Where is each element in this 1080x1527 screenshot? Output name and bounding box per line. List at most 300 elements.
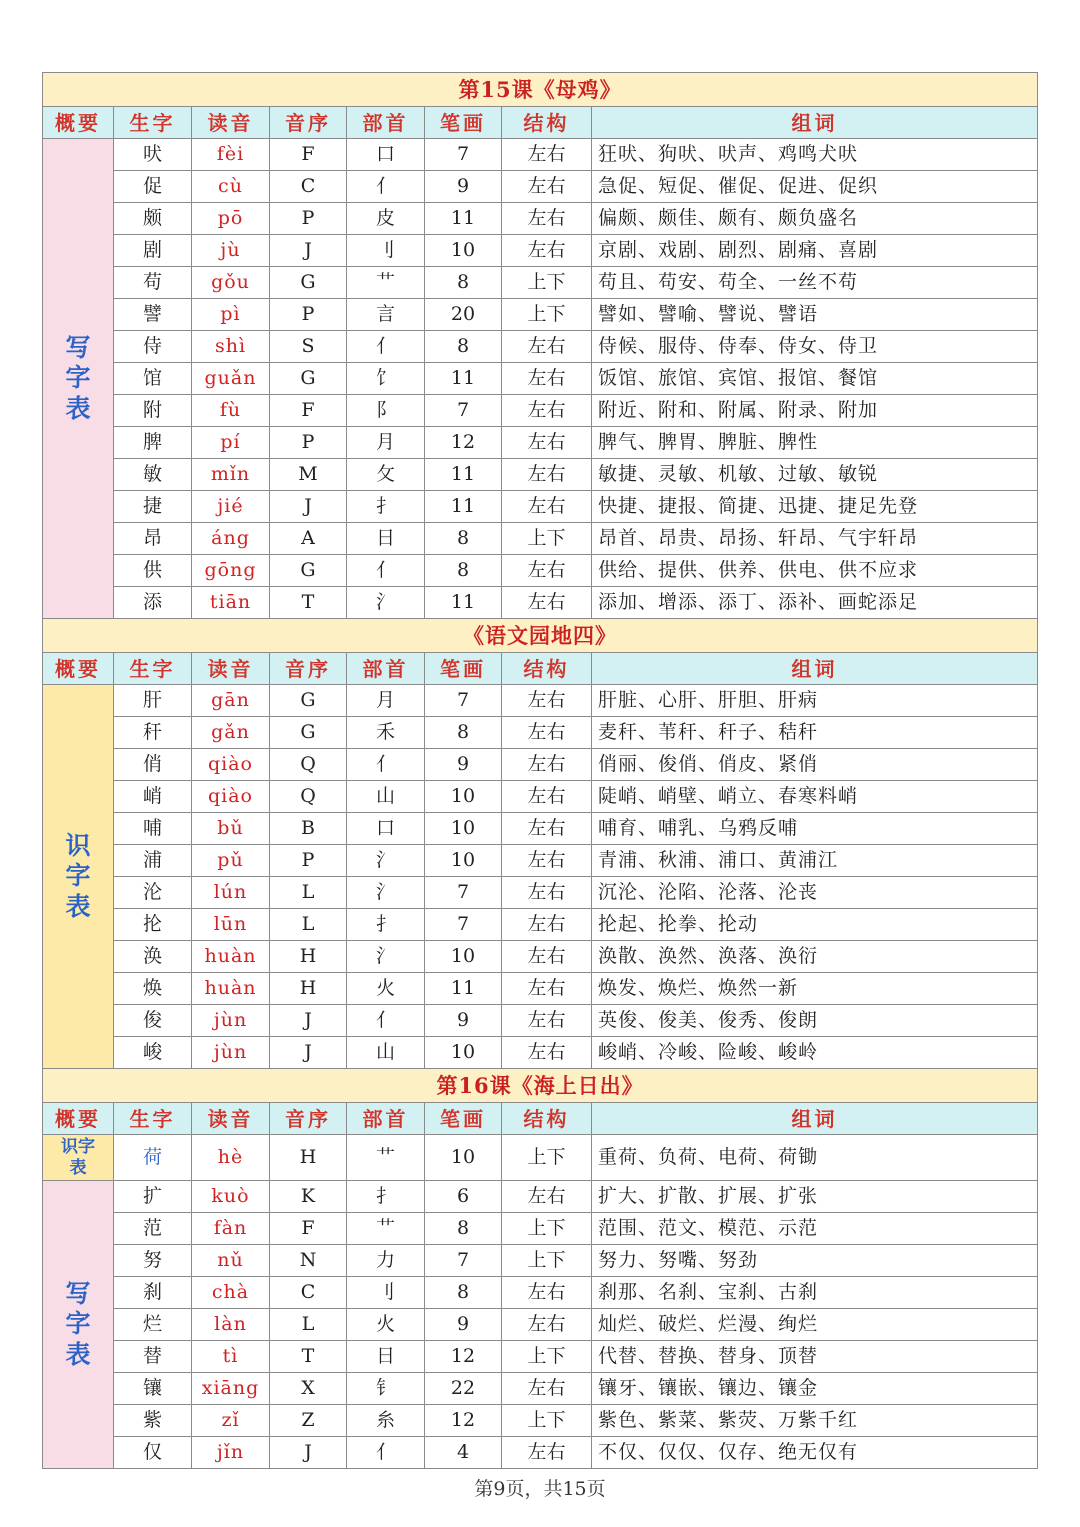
character-cell: 哺 — [114, 813, 192, 845]
character-cell: 替 — [114, 1341, 192, 1373]
table-row — [43, 781, 1038, 813]
initial-cell: Q — [270, 781, 347, 813]
words-cell: 譬如、譬喻、譬说、譬语 — [592, 299, 1038, 331]
table-row — [43, 171, 1038, 203]
structure-cell: 左右 — [502, 235, 592, 267]
structure-cell: 左右 — [502, 395, 592, 427]
pinyin-cell: jié — [192, 491, 270, 523]
structure-cell: 左右 — [502, 1437, 592, 1469]
strokes-cell: 11 — [425, 203, 502, 235]
strokes-cell: 10 — [425, 941, 502, 973]
pinyin-cell: huàn — [192, 973, 270, 1005]
radical-cell: 糸 — [347, 1405, 425, 1437]
column-header: 生字 — [114, 107, 192, 139]
character-cell: 峭 — [114, 781, 192, 813]
strokes-cell: 22 — [425, 1373, 502, 1405]
structure-cell: 左右 — [502, 941, 592, 973]
strokes-cell: 11 — [425, 973, 502, 1005]
structure-cell: 左右 — [502, 203, 592, 235]
strokes-cell: 12 — [425, 427, 502, 459]
words-cell: 脾气、脾胃、脾脏、脾性 — [592, 427, 1038, 459]
strokes-cell: 8 — [425, 717, 502, 749]
strokes-cell: 10 — [425, 235, 502, 267]
radical-cell: 艹 — [347, 267, 425, 299]
words-cell: 饭馆、旅馆、宾馆、报馆、餐馆 — [592, 363, 1038, 395]
table-row — [43, 1245, 1038, 1277]
radical-cell: 口 — [347, 139, 425, 171]
structure-cell: 左右 — [502, 1005, 592, 1037]
structure-cell: 左右 — [502, 1373, 592, 1405]
character-cell: 捷 — [114, 491, 192, 523]
strokes-cell: 9 — [425, 749, 502, 781]
pinyin-cell: shì — [192, 331, 270, 363]
category-label: 识字表 — [61, 1137, 95, 1178]
structure-cell: 左右 — [502, 781, 592, 813]
radical-cell: 刂 — [347, 235, 425, 267]
table-row — [43, 685, 1038, 717]
words-cell: 灿烂、破烂、烂漫、绚烂 — [592, 1309, 1038, 1341]
words-cell: 哺育、哺乳、乌鸦反哺 — [592, 813, 1038, 845]
pinyin-cell: áng — [192, 523, 270, 555]
table-row — [43, 1213, 1038, 1245]
structure-cell: 上下 — [502, 299, 592, 331]
radical-cell: 日 — [347, 523, 425, 555]
radical-cell: 艹 — [347, 1213, 425, 1245]
radical-cell: 钅 — [347, 1373, 425, 1405]
words-cell: 狂吠、狗吠、吠声、鸡鸣犬吠 — [592, 139, 1038, 171]
structure-cell: 上下 — [502, 1135, 592, 1181]
structure-cell: 左右 — [502, 909, 592, 941]
character-cell: 敏 — [114, 459, 192, 491]
strokes-cell: 7 — [425, 395, 502, 427]
character-cell: 努 — [114, 1245, 192, 1277]
pinyin-cell: pǔ — [192, 845, 270, 877]
table-row — [43, 845, 1038, 877]
initial-cell: B — [270, 813, 347, 845]
words-cell: 昂首、昂贵、昂扬、轩昂、气宇轩昂 — [592, 523, 1038, 555]
initial-cell: L — [270, 877, 347, 909]
section-title-row — [43, 73, 1038, 107]
table-row — [43, 1037, 1038, 1069]
structure-cell: 左右 — [502, 555, 592, 587]
pinyin-cell: gǒu — [192, 267, 270, 299]
words-cell: 重荷、负荷、电荷、荷锄 — [592, 1135, 1038, 1181]
initial-cell: J — [270, 1437, 347, 1469]
initial-cell: T — [270, 587, 347, 619]
structure-cell: 左右 — [502, 1037, 592, 1069]
strokes-cell: 11 — [425, 587, 502, 619]
character-cell: 紫 — [114, 1405, 192, 1437]
structure-cell: 左右 — [502, 587, 592, 619]
radical-cell: 扌 — [347, 1181, 425, 1213]
initial-cell: H — [270, 941, 347, 973]
strokes-cell: 10 — [425, 813, 502, 845]
radical-cell: 亻 — [347, 749, 425, 781]
strokes-cell: 7 — [425, 1245, 502, 1277]
structure-cell: 上下 — [502, 1213, 592, 1245]
radical-cell: 山 — [347, 1037, 425, 1069]
character-cell: 吠 — [114, 139, 192, 171]
table-row — [43, 1437, 1038, 1469]
character-cell: 肝 — [114, 685, 192, 717]
pinyin-cell: cù — [192, 171, 270, 203]
words-cell: 范围、范文、模范、示范 — [592, 1213, 1038, 1245]
words-cell: 紫色、紫菜、紫荧、万紫千红 — [592, 1405, 1038, 1437]
initial-cell: H — [270, 1135, 347, 1181]
strokes-cell: 11 — [425, 459, 502, 491]
section-title: 第15课《母鸡》 — [43, 73, 1038, 107]
character-cell: 附 — [114, 395, 192, 427]
character-cell: 涣 — [114, 941, 192, 973]
character-cell: 剧 — [114, 235, 192, 267]
words-cell: 焕发、焕烂、焕然一新 — [592, 973, 1038, 1005]
character-cell: 范 — [114, 1213, 192, 1245]
radical-cell: 艹 — [347, 1135, 425, 1181]
radical-cell: 扌 — [347, 909, 425, 941]
pinyin-cell: hè — [192, 1135, 270, 1181]
pinyin-cell: xiāng — [192, 1373, 270, 1405]
column-header: 读音 — [192, 653, 270, 685]
words-cell: 努力、努嘴、努劲 — [592, 1245, 1038, 1277]
structure-cell: 左右 — [502, 717, 592, 749]
initial-cell: G — [270, 555, 347, 587]
pinyin-cell: lún — [192, 877, 270, 909]
column-header: 结构 — [502, 1103, 592, 1135]
column-header: 音序 — [270, 107, 347, 139]
radical-cell: 言 — [347, 299, 425, 331]
radical-cell: 口 — [347, 813, 425, 845]
table-row — [43, 1277, 1038, 1309]
character-cell: 譬 — [114, 299, 192, 331]
column-header: 音序 — [270, 1103, 347, 1135]
table-row — [43, 909, 1038, 941]
words-cell: 麦秆、苇秆、秆子、秸秆 — [592, 717, 1038, 749]
category-cell — [43, 139, 114, 619]
structure-cell: 左右 — [502, 877, 592, 909]
table-row — [43, 973, 1038, 1005]
strokes-cell: 8 — [425, 331, 502, 363]
pinyin-cell: bǔ — [192, 813, 270, 845]
character-cell: 刹 — [114, 1277, 192, 1309]
pinyin-cell: guǎn — [192, 363, 270, 395]
radical-cell: 扌 — [347, 491, 425, 523]
character-cell: 秆 — [114, 717, 192, 749]
strokes-cell: 10 — [425, 1037, 502, 1069]
table-row — [43, 331, 1038, 363]
structure-cell: 左右 — [502, 363, 592, 395]
column-header: 概要 — [43, 1103, 114, 1135]
words-cell: 峻峭、冷峻、险峻、峻岭 — [592, 1037, 1038, 1069]
table-row — [43, 1405, 1038, 1437]
column-header: 笔画 — [425, 1103, 502, 1135]
structure-cell: 左右 — [502, 139, 592, 171]
character-cell: 添 — [114, 587, 192, 619]
structure-cell: 左右 — [502, 331, 592, 363]
character-cell: 荷 — [114, 1135, 192, 1181]
initial-cell: C — [270, 1277, 347, 1309]
words-cell: 供给、提供、供养、供电、供不应求 — [592, 555, 1038, 587]
initial-cell: P — [270, 299, 347, 331]
initial-cell: F — [270, 139, 347, 171]
words-cell: 英俊、俊美、俊秀、俊朗 — [592, 1005, 1038, 1037]
column-header: 概要 — [43, 653, 114, 685]
table-row — [43, 749, 1038, 781]
initial-cell: P — [270, 845, 347, 877]
table-row — [43, 299, 1038, 331]
pinyin-cell: gǎn — [192, 717, 270, 749]
words-cell: 苟且、苟安、苟全、一丝不苟 — [592, 267, 1038, 299]
radical-cell: 亻 — [347, 555, 425, 587]
table-row — [43, 941, 1038, 973]
initial-cell: X — [270, 1373, 347, 1405]
radical-cell: 亻 — [347, 1005, 425, 1037]
strokes-cell: 10 — [425, 845, 502, 877]
pinyin-cell: lūn — [192, 909, 270, 941]
column-header: 结构 — [502, 653, 592, 685]
pinyin-cell: fèi — [192, 139, 270, 171]
character-cell: 峻 — [114, 1037, 192, 1069]
words-cell: 青浦、秋浦、浦口、黄浦江 — [592, 845, 1038, 877]
column-header: 生字 — [114, 653, 192, 685]
pinyin-cell: qiào — [192, 781, 270, 813]
table-row — [43, 1373, 1038, 1405]
table-row — [43, 1309, 1038, 1341]
pinyin-cell: jùn — [192, 1005, 270, 1037]
pinyin-cell: chà — [192, 1277, 270, 1309]
strokes-cell: 9 — [425, 1005, 502, 1037]
character-cell: 俏 — [114, 749, 192, 781]
radical-cell: 亻 — [347, 331, 425, 363]
pinyin-cell: jǐn — [192, 1437, 270, 1469]
words-cell: 侍候、服侍、侍奉、侍女、侍卫 — [592, 331, 1038, 363]
radical-cell: 氵 — [347, 941, 425, 973]
character-cell: 侍 — [114, 331, 192, 363]
structure-cell: 上下 — [502, 523, 592, 555]
structure-cell: 左右 — [502, 491, 592, 523]
initial-cell: F — [270, 395, 347, 427]
words-cell: 添加、增添、添丁、添补、画蛇添足 — [592, 587, 1038, 619]
initial-cell: M — [270, 459, 347, 491]
strokes-cell: 8 — [425, 1277, 502, 1309]
radical-cell: 刂 — [347, 1277, 425, 1309]
strokes-cell: 8 — [425, 555, 502, 587]
column-header: 生字 — [114, 1103, 192, 1135]
radical-cell: 亻 — [347, 171, 425, 203]
words-cell: 俏丽、俊俏、俏皮、紧俏 — [592, 749, 1038, 781]
table-row — [43, 1135, 1038, 1181]
table-row — [43, 139, 1038, 171]
column-header: 读音 — [192, 1103, 270, 1135]
table-row — [43, 555, 1038, 587]
category-cell — [43, 685, 114, 1069]
vocabulary-table — [42, 72, 1038, 1469]
initial-cell: K — [270, 1181, 347, 1213]
section-title: 第16课《海上日出》 — [43, 1069, 1038, 1103]
character-cell: 脾 — [114, 427, 192, 459]
pinyin-cell: làn — [192, 1309, 270, 1341]
character-cell: 沦 — [114, 877, 192, 909]
pinyin-cell: tì — [192, 1341, 270, 1373]
structure-cell: 左右 — [502, 845, 592, 877]
initial-cell: L — [270, 909, 347, 941]
column-header: 笔画 — [425, 653, 502, 685]
structure-cell: 上下 — [502, 1245, 592, 1277]
initial-cell: C — [270, 171, 347, 203]
table-row — [43, 427, 1038, 459]
pinyin-cell: zǐ — [192, 1405, 270, 1437]
table-row — [43, 717, 1038, 749]
words-cell: 肝脏、心肝、肝胆、肝病 — [592, 685, 1038, 717]
radical-cell: 日 — [347, 1341, 425, 1373]
pinyin-cell: qiào — [192, 749, 270, 781]
category-cell — [43, 1135, 114, 1181]
radical-cell: 攵 — [347, 459, 425, 491]
initial-cell: Z — [270, 1405, 347, 1437]
initial-cell: J — [270, 235, 347, 267]
table-row — [43, 877, 1038, 909]
words-cell: 沉沦、沦陷、沦落、沦丧 — [592, 877, 1038, 909]
words-cell: 刹那、名刹、宝刹、古刹 — [592, 1277, 1038, 1309]
words-cell: 陡峭、峭壁、峭立、春寒料峭 — [592, 781, 1038, 813]
structure-cell: 左右 — [502, 973, 592, 1005]
vocabulary-sheet — [42, 72, 1037, 1469]
structure-cell: 左右 — [502, 749, 592, 781]
initial-cell: A — [270, 523, 347, 555]
character-cell: 浦 — [114, 845, 192, 877]
category-label: 写字表 — [65, 332, 91, 423]
strokes-cell: 11 — [425, 491, 502, 523]
pinyin-cell: tiān — [192, 587, 270, 619]
words-cell: 敏捷、灵敏、机敏、过敏、敏锐 — [592, 459, 1038, 491]
character-cell: 烂 — [114, 1309, 192, 1341]
page-footer: 第9页，共15页 — [474, 1478, 606, 1500]
pinyin-cell: fù — [192, 395, 270, 427]
strokes-cell: 9 — [425, 1309, 502, 1341]
character-cell: 镶 — [114, 1373, 192, 1405]
words-cell: 镶牙、镶嵌、镶边、镶金 — [592, 1373, 1038, 1405]
radical-cell: 氵 — [347, 877, 425, 909]
table-row — [43, 523, 1038, 555]
strokes-cell: 12 — [425, 1341, 502, 1373]
initial-cell: J — [270, 1005, 347, 1037]
radical-cell: 皮 — [347, 203, 425, 235]
strokes-cell: 8 — [425, 1213, 502, 1245]
initial-cell: L — [270, 1309, 347, 1341]
radical-cell: 饣 — [347, 363, 425, 395]
column-header: 部首 — [347, 107, 425, 139]
structure-cell: 上下 — [502, 1405, 592, 1437]
pinyin-cell: huàn — [192, 941, 270, 973]
pinyin-cell: pì — [192, 299, 270, 331]
words-cell: 京剧、戏剧、剧烈、剧痛、喜剧 — [592, 235, 1038, 267]
table-row — [43, 363, 1038, 395]
words-cell: 偏颇、颇佳、颇有、颇负盛名 — [592, 203, 1038, 235]
character-cell: 供 — [114, 555, 192, 587]
character-cell: 抡 — [114, 909, 192, 941]
character-cell: 促 — [114, 171, 192, 203]
column-header: 结构 — [502, 107, 592, 139]
column-header: 读音 — [192, 107, 270, 139]
column-header: 概要 — [43, 107, 114, 139]
strokes-cell: 7 — [425, 139, 502, 171]
pinyin-cell: fàn — [192, 1213, 270, 1245]
words-cell: 扩大、扩散、扩展、扩张 — [592, 1181, 1038, 1213]
radical-cell: 氵 — [347, 587, 425, 619]
column-header: 音序 — [270, 653, 347, 685]
table-row — [43, 395, 1038, 427]
radical-cell: 月 — [347, 685, 425, 717]
table-row — [43, 235, 1038, 267]
pinyin-cell: jù — [192, 235, 270, 267]
strokes-cell: 7 — [425, 909, 502, 941]
pinyin-cell: kuò — [192, 1181, 270, 1213]
table-row — [43, 1181, 1038, 1213]
column-header: 组词 — [592, 1103, 1038, 1135]
words-cell: 涣散、涣然、涣落、涣衍 — [592, 941, 1038, 973]
radical-cell: 亻 — [347, 1437, 425, 1469]
section-title-row — [43, 619, 1038, 653]
pinyin-cell: gān — [192, 685, 270, 717]
strokes-cell: 8 — [425, 523, 502, 555]
initial-cell: J — [270, 1037, 347, 1069]
structure-cell: 上下 — [502, 1341, 592, 1373]
table-row — [43, 203, 1038, 235]
radical-cell: 阝 — [347, 395, 425, 427]
radical-cell: 力 — [347, 1245, 425, 1277]
strokes-cell: 4 — [425, 1437, 502, 1469]
character-cell: 俊 — [114, 1005, 192, 1037]
initial-cell: P — [270, 427, 347, 459]
initial-cell: G — [270, 267, 347, 299]
column-header: 组词 — [592, 653, 1038, 685]
column-header: 组词 — [592, 107, 1038, 139]
radical-cell: 火 — [347, 973, 425, 1005]
pinyin-cell: pō — [192, 203, 270, 235]
pinyin-cell: nǔ — [192, 1245, 270, 1277]
initial-cell: N — [270, 1245, 347, 1277]
structure-cell: 左右 — [502, 171, 592, 203]
strokes-cell: 7 — [425, 685, 502, 717]
category-label: 写字表 — [65, 1278, 91, 1369]
character-cell: 颇 — [114, 203, 192, 235]
structure-cell: 左右 — [502, 459, 592, 491]
structure-cell: 左右 — [502, 1309, 592, 1341]
initial-cell: S — [270, 331, 347, 363]
table-row — [43, 459, 1038, 491]
table-row — [43, 587, 1038, 619]
initial-cell: J — [270, 491, 347, 523]
table-row — [43, 1005, 1038, 1037]
words-cell: 附近、附和、附属、附录、附加 — [592, 395, 1038, 427]
strokes-cell: 11 — [425, 363, 502, 395]
structure-cell: 左右 — [502, 427, 592, 459]
radical-cell: 禾 — [347, 717, 425, 749]
initial-cell: G — [270, 363, 347, 395]
character-cell: 苟 — [114, 267, 192, 299]
column-header-row — [43, 107, 1038, 139]
radical-cell: 月 — [347, 427, 425, 459]
column-header: 部首 — [347, 1103, 425, 1135]
pinyin-cell: jùn — [192, 1037, 270, 1069]
words-cell: 快捷、捷报、简捷、迅捷、捷足先登 — [592, 491, 1038, 523]
initial-cell: H — [270, 973, 347, 1005]
initial-cell: F — [270, 1213, 347, 1245]
strokes-cell: 7 — [425, 877, 502, 909]
strokes-cell: 20 — [425, 299, 502, 331]
category-label: 识字表 — [65, 830, 91, 921]
table-row — [43, 1341, 1038, 1373]
strokes-cell: 10 — [425, 1135, 502, 1181]
